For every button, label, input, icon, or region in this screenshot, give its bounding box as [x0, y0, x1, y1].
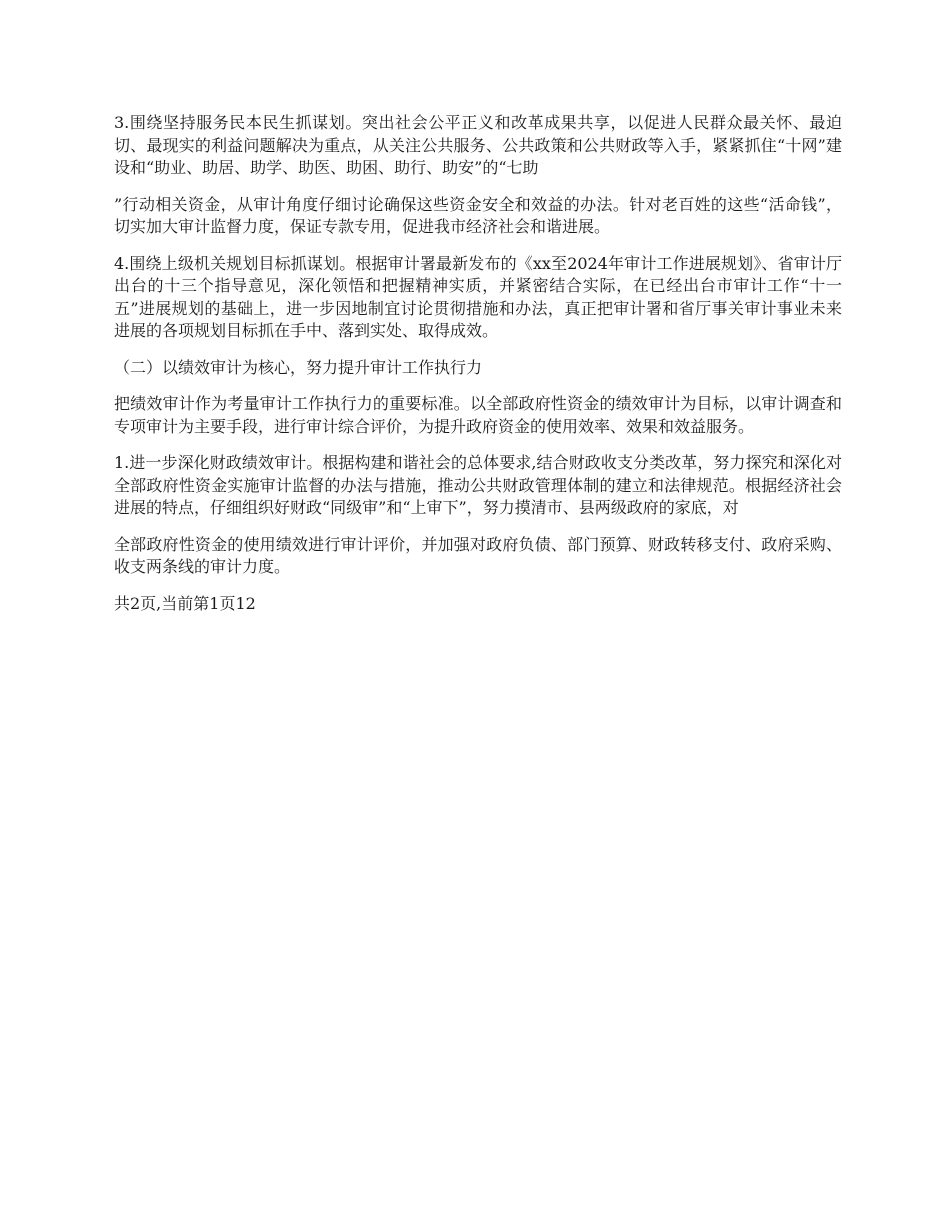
document-page: [114, 112, 842, 615]
paragraph-1: 3.围绕坚持服务民本民生抓谋划。突出社会公平正义和改革成果共享，以促进人民群众最关怀、最迫切、最现实的利益问题解决为重点，从关注公共服务、公共政策和公共财政等入手，紧紧抓住“十网”建设和“助业、助居、助学、助医、助困、助行、助安”的“七助: [114, 113, 842, 177]
paragraph-6: 全部政府性资金的使用绩效进行审计评价，并加强对政府负债、部门预算、财政转移支付、政府采购、收支两条线的审计力度。: [114, 534, 842, 576]
paragraph-2: ”行动相关资金，从审计角度仔细讨论确保这些资金安全和效益的办法。针对老百姓的这些“活命钱”，切实加大审计监督力度，保证专款专用，促进我市经济社会和谐进展。: [114, 194, 842, 236]
page-footer: 共2页,当前第1页12: [114, 593, 256, 613]
paragraph-3: 4.围绕上级机关规划目标抓谋划。根据审计署最新发布的《xx至2024年审计工作进展规划》、省审计厅出台的十三个指导意见，深化领悟和把握精神实质，并紧密结合实际，在已经出台市审计工作“十一五”进展规划的基础上，进一步因地制宜讨论贯彻措施和办法，真正把审计署和省厅事关审计事业未来进展的各项规划目标抓在手中、落到实处、取得成效。: [114, 253, 842, 340]
section-heading: （二）以绩效审计为核心，努力提升审计工作执行力: [114, 357, 483, 377]
paragraph-5: 1.进一步深化财政绩效审计。根据构建和谐社会的总体要求,结合财政收支分类改革，努力探究和深化对全部政府性资金实施审计监督的办法与措施，推动公共财政管理体制的建立和法律规范。根据经济社会进展的特点，仔细组织好财政“同级审”和“上审下”，努力摸清市、县两级政府的家底，对: [114, 453, 842, 517]
paragraph-4: 把绩效审计作为考量审计工作执行力的重要标准。以全部政府性资金的绩效审计为目标，以审计调查和专项审计为主要手段，进行审计综合评价，为提升政府资金的使用效率、效果和效益服务。: [114, 394, 842, 436]
